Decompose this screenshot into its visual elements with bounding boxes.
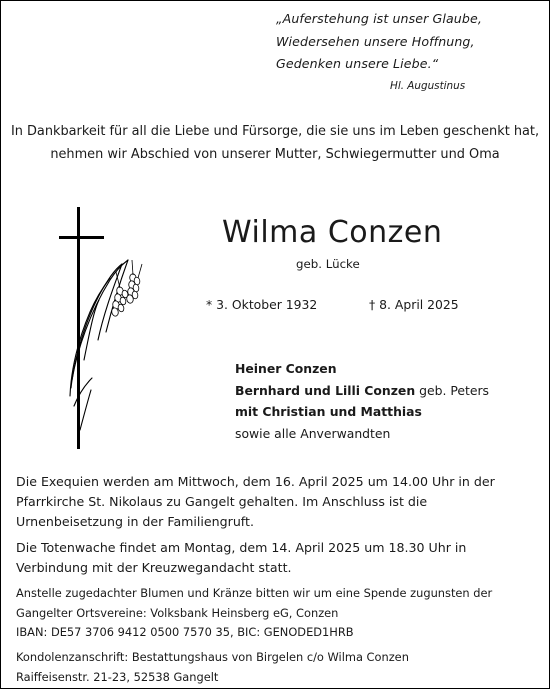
quote-line: Gedenken unsere Liebe.“ — [276, 56, 439, 71]
donation-paragraph — [16, 584, 492, 643]
cross-with-wheat-icon — [50, 200, 160, 450]
condolence-address — [16, 648, 409, 687]
maiden-name: geb. Lücke — [296, 257, 360, 271]
paragraph-line: Urnenbeisetzung in der Familiengruft. — [16, 514, 254, 529]
quote-line: Wiedersehen unsere Hoffnung, — [276, 33, 475, 49]
quote-line: „Auferstehung ist unser Glaube, — [276, 11, 482, 26]
mourner-name: mit Christian und Matthias — [235, 404, 422, 420]
mourner-name: Heiner Conzen — [235, 361, 337, 376]
birth-date: * 3. Oktober 1932 — [206, 297, 318, 312]
mourner-line: sowie alle Anverwandten — [235, 426, 391, 442]
mourner-line — [235, 380, 489, 402]
paragraph-line: Die Exequien werden am Mittwoch, dem 16. April 2025 um 14.00 Uhr in der — [16, 474, 495, 489]
deceased-name: Wilma Conzen — [222, 215, 443, 250]
mourner-suffix: geb. Peters — [415, 382, 490, 398]
intro-line: nehmen wir Abschied von unserer Mutter, Schwiegermutter und Oma — [50, 146, 500, 162]
mourner-line — [235, 401, 489, 423]
death-date: † 8. April 2025 — [369, 297, 459, 312]
mourner-line — [235, 358, 489, 380]
paragraph-line: Kondolenzanschrift: Bestattungshaus von Birgelen c/o Wilma Conzen — [16, 650, 409, 664]
exequien-paragraph — [16, 472, 495, 532]
paragraph-line: Gangelter Ortsvereine: Volksbank Heinsberg eG, Conzen — [16, 605, 339, 620]
paragraph-line: Verbindung mit der Kreuzwegandacht statt. — [16, 560, 292, 575]
intro-line: In Dankbarkeit für all die Liebe und Fürsorge, die sie uns im Leben geschenkt hat, — [10, 124, 540, 139]
paragraph-line: Die Totenwache findet am Montag, dem 14. April 2025 um 18.30 Uhr in — [16, 540, 467, 555]
mourners-list — [235, 358, 489, 445]
mourner-name: Bernhard und Lilli Conzen — [235, 382, 416, 398]
paragraph-line: IBAN: DE57 3706 9412 0500 7570 35, BIC: GENODED1HRB — [16, 625, 354, 639]
intro-text — [0, 121, 550, 166]
quote-block — [276, 8, 482, 76]
paragraph-line: Anstelle zugedachter Blumen und Kränze bitten wir um eine Spende zugunsten der — [16, 586, 493, 600]
totenwache-paragraph — [16, 538, 466, 578]
paragraph-line: Pfarrkirche St. Nikolaus zu Gangelt gehalten. Im Anschluss ist die — [16, 494, 428, 509]
paragraph-line: Raiffeisenstr. 21-23, 52538 Gangelt — [16, 669, 219, 684]
quote-author: Hl. Augustinus — [390, 80, 466, 92]
